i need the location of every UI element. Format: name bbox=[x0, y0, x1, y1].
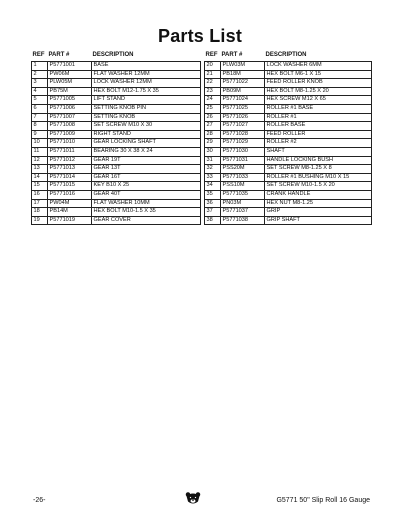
cell-description: KEY B10 X 25 bbox=[92, 182, 201, 191]
cell-description: GEAR 16T bbox=[92, 173, 201, 182]
cell-ref: 1 bbox=[32, 62, 48, 71]
cell-description: GEAR 19T bbox=[92, 156, 201, 165]
cell-description: HEX BOLT M8-1.25 X 20 bbox=[265, 87, 372, 96]
column-header-description: DESCRIPTION bbox=[265, 52, 307, 59]
cell-description: GRIP bbox=[265, 208, 372, 217]
cell-description: FEED ROLLER bbox=[265, 130, 372, 139]
cell-part-number: P5771027 bbox=[221, 122, 265, 131]
cell-part-number: PW04M bbox=[48, 199, 92, 208]
cell-ref: 33 bbox=[205, 173, 221, 182]
cell-part-number: PW06M bbox=[48, 70, 92, 79]
cell-description: ROLLER #2 bbox=[265, 139, 372, 148]
cell-description: FLAT WASHER 10MM bbox=[92, 199, 201, 208]
cell-part-number: PLW05M bbox=[48, 79, 92, 88]
cell-description: HEX BOLT M10-1.5 X 35 bbox=[92, 208, 201, 217]
cell-ref: 7 bbox=[32, 113, 48, 122]
table-row bbox=[205, 79, 372, 88]
cell-description: BASE bbox=[92, 62, 201, 71]
cell-part-number: P5771037 bbox=[221, 208, 265, 217]
cell-part-number: P5771007 bbox=[48, 113, 92, 122]
cell-description: GRIP SHAFT bbox=[265, 216, 372, 225]
cell-part-number: P5771026 bbox=[221, 113, 265, 122]
cell-description: FEED ROLLER KNOB bbox=[265, 79, 372, 88]
table-row bbox=[205, 113, 372, 122]
table-row bbox=[205, 173, 372, 182]
cell-description: FLAT WASHER 12MM bbox=[92, 70, 201, 79]
parts-table-left bbox=[31, 51, 201, 225]
cell-description: HANDLE LOCKING BUSH bbox=[265, 156, 372, 165]
table-row bbox=[32, 113, 201, 122]
cell-part-number: PB14M bbox=[48, 208, 92, 217]
cell-ref: 13 bbox=[32, 165, 48, 174]
table-row bbox=[205, 208, 372, 217]
cell-description: LOCK WASHER 12MM bbox=[92, 79, 201, 88]
table-row bbox=[205, 139, 372, 148]
cell-description: ROLLER #1 BASE bbox=[265, 104, 372, 113]
cell-description: HEX BOLT M12-1.75 X 35 bbox=[92, 87, 201, 96]
cell-part-number: P5771015 bbox=[48, 182, 92, 191]
table-row bbox=[32, 130, 201, 139]
cell-part-number: P5771014 bbox=[48, 173, 92, 182]
table-header-row bbox=[205, 51, 372, 62]
cell-ref: 35 bbox=[205, 190, 221, 199]
table-row bbox=[32, 199, 201, 208]
cell-ref: 30 bbox=[205, 147, 221, 156]
cell-part-number: P5771033 bbox=[221, 173, 265, 182]
cell-part-number: P5771016 bbox=[48, 190, 92, 199]
table-row bbox=[32, 96, 201, 105]
cell-ref: 15 bbox=[32, 182, 48, 191]
table-row bbox=[205, 62, 372, 71]
cell-ref: 4 bbox=[32, 87, 48, 96]
cell-ref: 17 bbox=[32, 199, 48, 208]
table-row bbox=[205, 182, 372, 191]
cell-ref: 6 bbox=[32, 104, 48, 113]
cell-ref: 36 bbox=[205, 199, 221, 208]
table-row bbox=[205, 87, 372, 96]
table-row bbox=[32, 139, 201, 148]
cell-ref: 2 bbox=[32, 70, 48, 79]
cell-part-number: PB09M bbox=[221, 87, 265, 96]
cell-description: ROLLER #1 BUSHING M10 X 15 bbox=[265, 173, 372, 182]
cell-description: HEX NUT M8-1.25 bbox=[265, 199, 372, 208]
cell-ref: 31 bbox=[205, 156, 221, 165]
column-header-ref: REF bbox=[32, 52, 45, 59]
cell-part-number: P5771019 bbox=[48, 216, 92, 225]
parts-table-right bbox=[204, 51, 372, 225]
table-row bbox=[32, 87, 201, 96]
cell-part-number: PSS20M bbox=[221, 165, 265, 174]
cell-part-number: P5771035 bbox=[221, 190, 265, 199]
table-row bbox=[205, 122, 372, 131]
cell-ref: 22 bbox=[205, 79, 221, 88]
cell-ref: 26 bbox=[205, 113, 221, 122]
cell-description: ROLLER #1 bbox=[265, 113, 372, 122]
cell-part-number: P5771001 bbox=[48, 62, 92, 71]
table-row bbox=[205, 165, 372, 174]
cell-ref: 27 bbox=[205, 122, 221, 131]
cell-ref: 14 bbox=[32, 173, 48, 182]
cell-part-number: P5771012 bbox=[48, 156, 92, 165]
table-row bbox=[32, 122, 201, 131]
cell-part-number: P5771028 bbox=[221, 130, 265, 139]
table-row bbox=[205, 96, 372, 105]
table-row bbox=[205, 156, 372, 165]
cell-part-number: P5771030 bbox=[221, 147, 265, 156]
cell-part-number: P5771011 bbox=[48, 147, 92, 156]
cell-ref: 28 bbox=[205, 130, 221, 139]
cell-description: GEAR 13T bbox=[92, 165, 201, 174]
cell-part-number: PB75M bbox=[48, 87, 92, 96]
cell-ref: 25 bbox=[205, 104, 221, 113]
cell-ref: 18 bbox=[32, 208, 48, 217]
column-header-description: DESCRIPTION bbox=[92, 52, 134, 59]
cell-description: SET SCREW M10-1.5 X 20 bbox=[265, 182, 372, 191]
cell-ref: 23 bbox=[205, 87, 221, 96]
cell-part-number: P5771038 bbox=[221, 216, 265, 225]
cell-ref: 29 bbox=[205, 139, 221, 148]
table-row bbox=[32, 79, 201, 88]
cell-description: GEAR LOCKING SHAFT bbox=[92, 139, 201, 148]
cell-description: SHAFT bbox=[265, 147, 372, 156]
cell-ref: 21 bbox=[205, 70, 221, 79]
bear-head-icon bbox=[185, 492, 201, 505]
cell-description: BEARING 30 X 38 X 24 bbox=[92, 147, 201, 156]
cell-part-number: PB18M bbox=[221, 70, 265, 79]
document-title: G5771 50" Slip Roll 16 Gauge bbox=[276, 497, 370, 504]
cell-part-number: P5771006 bbox=[48, 104, 92, 113]
page-title: Parts List bbox=[157, 26, 243, 46]
cell-part-number: P5771031 bbox=[221, 156, 265, 165]
cell-description: LIFT STAND bbox=[92, 96, 201, 105]
cell-ref: 10 bbox=[32, 139, 48, 148]
cell-ref: 11 bbox=[32, 147, 48, 156]
table-row bbox=[205, 216, 372, 225]
table-row bbox=[32, 104, 201, 113]
column-header-part: PART # bbox=[221, 52, 243, 59]
table-row bbox=[205, 147, 372, 156]
cell-ref: 38 bbox=[205, 216, 221, 225]
cell-part-number: P5771010 bbox=[48, 139, 92, 148]
table-row bbox=[32, 156, 201, 165]
cell-part-number: P5771008 bbox=[48, 122, 92, 131]
cell-ref: 9 bbox=[32, 130, 48, 139]
table-row bbox=[32, 173, 201, 182]
cell-ref: 24 bbox=[205, 96, 221, 105]
table-row bbox=[32, 182, 201, 191]
cell-part-number: PSS10M bbox=[221, 182, 265, 191]
cell-description: GEAR COVER bbox=[92, 216, 201, 225]
cell-ref: 37 bbox=[205, 208, 221, 217]
cell-part-number: P5771022 bbox=[221, 79, 265, 88]
cell-part-number: P5771025 bbox=[221, 104, 265, 113]
cell-ref: 34 bbox=[205, 182, 221, 191]
table-row bbox=[32, 190, 201, 199]
page-number: -26- bbox=[33, 497, 46, 504]
table-row bbox=[205, 70, 372, 79]
column-header-part: PART # bbox=[48, 52, 70, 59]
table-row bbox=[32, 216, 201, 225]
cell-description: GEAR 40T bbox=[92, 190, 201, 199]
table-row bbox=[205, 130, 372, 139]
cell-ref: 12 bbox=[32, 156, 48, 165]
table-header-row bbox=[32, 51, 201, 62]
column-header-ref: REF bbox=[205, 52, 218, 59]
table-row bbox=[32, 208, 201, 217]
table-row bbox=[32, 147, 201, 156]
cell-description: CRANK HANDLE bbox=[265, 190, 372, 199]
table-row bbox=[32, 165, 201, 174]
cell-part-number: P5771029 bbox=[221, 139, 265, 148]
cell-ref: 5 bbox=[32, 96, 48, 105]
table-row bbox=[32, 62, 201, 71]
cell-ref: 3 bbox=[32, 79, 48, 88]
cell-ref: 8 bbox=[32, 122, 48, 131]
cell-ref: 19 bbox=[32, 216, 48, 225]
cell-description: SET SCREW M8-1.25 X 8 bbox=[265, 165, 372, 174]
cell-part-number: P5771005 bbox=[48, 96, 92, 105]
cell-ref: 32 bbox=[205, 165, 221, 174]
cell-ref: 16 bbox=[32, 190, 48, 199]
cell-part-number: P5771009 bbox=[48, 130, 92, 139]
table-row bbox=[32, 70, 201, 79]
cell-part-number: P5771024 bbox=[221, 96, 265, 105]
cell-description: HEX SCREW M12 X 65 bbox=[265, 96, 372, 105]
cell-description: SET SCREW M10 X 30 bbox=[92, 122, 201, 131]
cell-part-number: PN03M bbox=[221, 199, 265, 208]
table-row bbox=[205, 104, 372, 113]
cell-description: RIGHT STAND bbox=[92, 130, 201, 139]
cell-description: SETTING KNOB PIN bbox=[92, 104, 201, 113]
table-row bbox=[205, 199, 372, 208]
cell-ref: 20 bbox=[205, 62, 221, 71]
cell-description: SETTING KNOB bbox=[92, 113, 201, 122]
cell-description: LOCK WASHER 6MM bbox=[265, 62, 372, 71]
cell-description: HEX BOLT M6-1 X 15 bbox=[265, 70, 372, 79]
cell-part-number: P5771013 bbox=[48, 165, 92, 174]
cell-part-number: PLW03M bbox=[221, 62, 265, 71]
cell-description: ROLLER BASE bbox=[265, 122, 372, 131]
table-row bbox=[205, 190, 372, 199]
